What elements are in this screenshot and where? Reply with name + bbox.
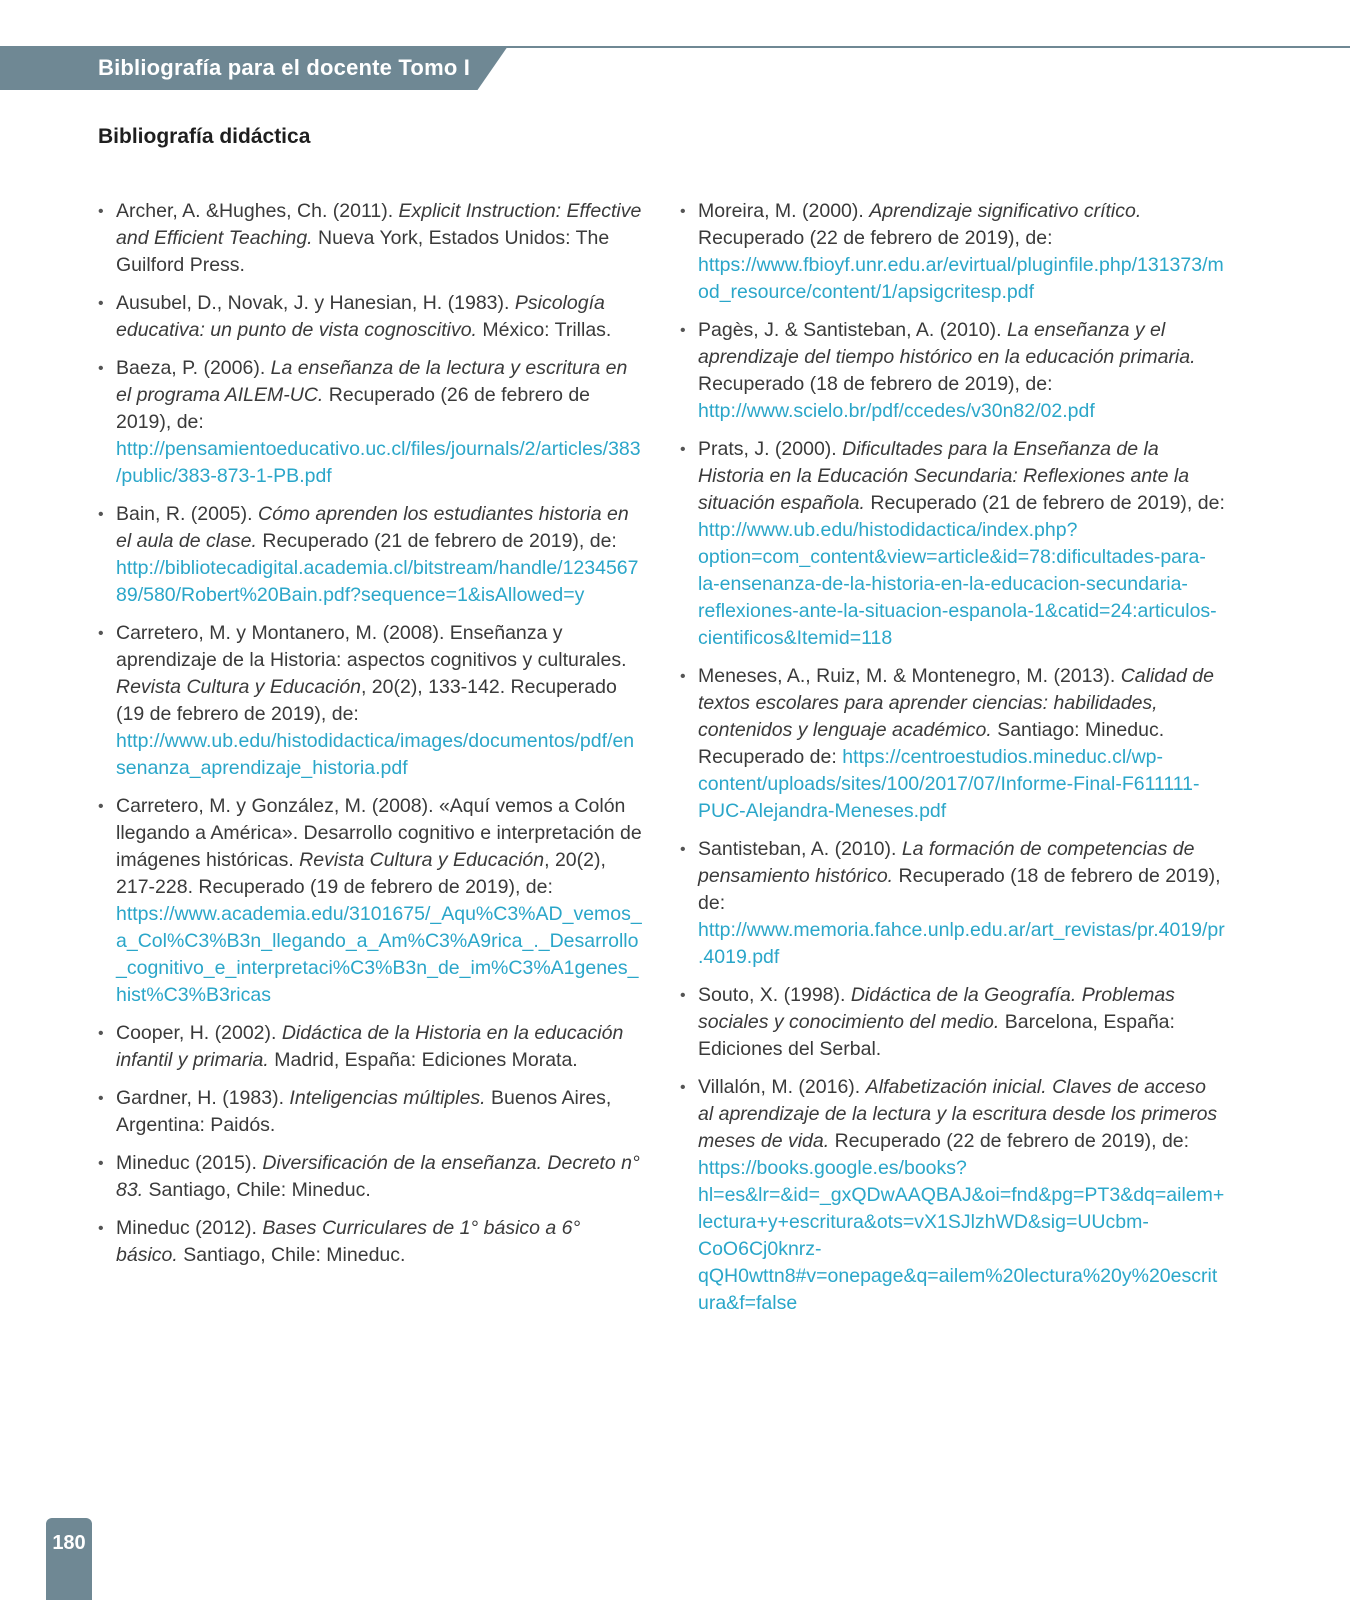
reference-link[interactable]: http://www.ub.edu/histodidactica/index.php?option=com_content&view=article&id=78:dificultades-para-la-ensenanza-de-la-historia-en-la-educacion-secundaria-reflexiones-ante-la-situacion-espanola-1&catid=24:articulos-cientificos&Itemid=118 (698, 519, 1217, 649)
reference-text: Carretero, M. y González, M. (2008). «Aquí vemos a Colón llegando a América». Desarrollo cognitivo e interpretación de imágenes históricas. (116, 795, 642, 871)
reference-item (98, 793, 643, 1009)
reference-item (98, 1150, 643, 1204)
reference-item (98, 1215, 643, 1269)
reference-title: Revista Cultura y Educación (299, 849, 545, 871)
reference-item (680, 836, 1225, 971)
reference-text: Moreira, M. (2000). (698, 200, 870, 222)
reference-title: La enseñanza de la lectura y escritura en el programa AILEM-UC. (116, 357, 628, 406)
reference-item (98, 290, 643, 344)
reference-source: Madrid, España: Ediciones Morata. (268, 1049, 578, 1071)
reference-text: Archer, A. &Hughes, Ch. (2011). (116, 200, 399, 222)
reference-title: Didáctica de la Geografía. Problemas sociales y conocimiento del medio. (698, 984, 1175, 1033)
reference-title: Explicit Instruction: Effective and Efficient Teaching. (116, 200, 642, 249)
right-column (680, 198, 1225, 1328)
reference-text: Mineduc (2015). (116, 1152, 263, 1174)
reference-title: Cómo aprenden los estudiantes historia en el aula de clase. (116, 503, 629, 552)
reference-item (680, 317, 1225, 425)
reference-source: Recuperado (21 de febrero de 2019), de: (256, 530, 617, 552)
reference-title: La formación de competencias de pensamiento histórico. (698, 838, 1195, 887)
reference-title: Inteligencias múltiples. (289, 1087, 486, 1109)
reference-link[interactable]: http://www.memoria.fahce.unlp.edu.ar/art_revistas/pr.4019/pr.4019.pdf (698, 919, 1225, 968)
reference-title: Dificultades para la Enseñanza de la Historia en la Educación Secundaria: Reflexiones ante la situación española. (698, 438, 1190, 514)
section-title: Bibliografía didáctica (98, 125, 311, 148)
reference-title: Psicología educativa: un punto de vista cognoscitivo. (116, 292, 605, 341)
reference-item (680, 198, 1225, 306)
reference-title: Diversificación de la enseñanza. Decreto n° 83. (116, 1152, 640, 1201)
reference-item (680, 436, 1225, 652)
reference-source: Barcelona, España: Ediciones del Serbal. (698, 1011, 1175, 1060)
reference-link[interactable]: http://bibliotecadigital.academia.cl/bitstream/handle/123456789/580/Robert%20Bain.pdf?sequence=1&isAllowed=y (116, 557, 639, 606)
reference-link[interactable]: https://www.academia.edu/3101675/_Aqu%C3%AD_vemos_a_Col%C3%B3n_llegando_a_Am%C3%A9rica_._Desarrollo_cognitivo_e_interpretaci%C3%B3n_de_im%C3%A1genes_hist%C3%B3ricas (116, 903, 642, 1006)
reference-text: Cooper, H. (2002). (116, 1022, 282, 1044)
reference-text: Pagès, J. & Santisteban, A. (2010). (698, 319, 1007, 341)
header-title: Bibliografía para el docente Tomo I (98, 55, 471, 80)
reference-text: Mineduc (2012). (116, 1217, 263, 1239)
reference-source: Nueva York, Estados Unidos: The Guilford Press. (116, 227, 610, 276)
reference-source: Recuperado (22 de febrero de 2019), de: (829, 1130, 1190, 1152)
reference-source: Santiago, Chile: Mineduc. (177, 1244, 406, 1266)
reference-title: Bases Curriculares de 1° básico a 6° básico. (116, 1217, 581, 1266)
reference-item (98, 501, 643, 609)
reference-title: Aprendizaje significativo crítico. (869, 200, 1142, 222)
reference-item (680, 663, 1225, 825)
reference-source: Recuperado (21 de febrero de 2019), de: (864, 492, 1225, 514)
reference-link[interactable]: https://www.fbioyf.unr.edu.ar/evirtual/pluginfile.php/131373/mod_resource/content/1/apsigcritesp.pdf (698, 254, 1224, 303)
reference-text: Prats, J. (2000). (698, 438, 843, 460)
page-number-tab (46, 1518, 92, 1600)
reference-text: Souto, X. (1998). (698, 984, 851, 1006)
reference-source: Recuperado (18 de febrero de 2019), de: (698, 373, 1053, 395)
reference-source: Santiago, Chile: Mineduc. (143, 1179, 371, 1201)
reference-link[interactable]: https://books.google.es/books?hl=es&lr=&id=_gxQDwAAQBAJ&oi=fnd&pg=PT3&dq=ailem+lectura+y+escritura&ots=vX1SJlzhWD&sig=UUcbm-CoO6Cj0knrz-qQH0wttn8#v=onepage&q=ailem%20lectura%20y%20escritura&f=false (698, 1157, 1225, 1314)
reference-item (98, 1085, 643, 1139)
reference-list-left (98, 198, 643, 1269)
reference-text: Ausubel, D., Novak, J. y Hanesian, H. (1983). (116, 292, 515, 314)
reference-item (680, 982, 1225, 1063)
reference-source: Recuperado (18 de febrero de 2019), de: (698, 865, 1221, 914)
reference-title: La enseñanza y el aprendizaje del tiempo histórico en la educación primaria. (698, 319, 1196, 368)
reference-title: Revista Cultura y Educación (116, 676, 361, 698)
reference-item (98, 620, 643, 782)
reference-text: Carretero, M. y Montanero, M. (2008). Enseñanza y aprendizaje de la Historia: aspectos cognitivos y culturales. (116, 622, 627, 671)
reference-source: Recuperado (22 de febrero de 2019), de: (698, 227, 1053, 249)
left-column (98, 198, 643, 1280)
reference-source: Buenos Aires, Argentina: Paidós. (116, 1087, 612, 1136)
page-number: 180 (52, 1532, 86, 1554)
reference-item (98, 1020, 643, 1074)
reference-link[interactable]: https://centroestudios.mineduc.cl/wp-content/uploads/sites/100/2017/07/Informe-Final-F611111-PUC-Alejandra-Meneses.pdf (698, 746, 1200, 822)
reference-title: Alfabetización inicial. Claves de acceso al aprendizaje de la lectura y la escritura desde los primeros meses de vida. (698, 1076, 1218, 1152)
reference-text: Bain, R. (2005). (116, 503, 258, 525)
reference-list-right (680, 198, 1225, 1317)
reference-title: Calidad de textos escolares para aprender ciencias: habilidades, contenidos y lenguaje académico. (698, 665, 1214, 741)
reference-source: Santiago: Mineduc. Recuperado de: (698, 719, 1165, 768)
reference-source: , 20(2), 217-228. Recuperado (19 de febrero de 2019), de: (116, 849, 606, 898)
reference-link[interactable]: http://pensamientoeducativo.uc.cl/files/journals/2/articles/383/public/383-873-1-PB.pdf (116, 438, 641, 487)
reference-source: Recuperado (26 de febrero de 2019), de: (116, 384, 591, 433)
reference-text: Gardner, H. (1983). (116, 1087, 290, 1109)
reference-text: Villalón, M. (2016). (698, 1076, 866, 1098)
reference-source: México: Trillas. (476, 319, 612, 341)
reference-item (680, 1074, 1225, 1317)
reference-link[interactable]: http://www.scielo.br/pdf/ccedes/v30n82/02.pdf (698, 400, 1095, 422)
reference-text: Baeza, P. (2006). (116, 357, 271, 379)
reference-item (98, 355, 643, 490)
reference-text: Meneses, A., Ruiz, M. & Montenegro, M. (2013). (698, 665, 1121, 687)
reference-link[interactable]: http://www.ub.edu/histodidactica/images/documentos/pdf/ensenanza_aprendizaje_historia.pdf (116, 730, 635, 779)
reference-text: Santisteban, A. (2010). (698, 838, 902, 860)
reference-title: Didáctica de la Historia en la educación infantil y primaria. (116, 1022, 624, 1071)
reference-item (98, 198, 643, 279)
reference-source: , 20(2), 133-142. Recuperado (19 de febrero de 2019), de: (116, 676, 617, 725)
